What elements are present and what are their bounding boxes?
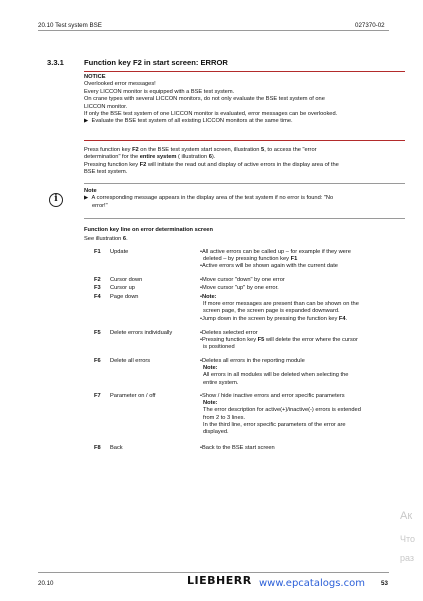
key-label: Page down bbox=[110, 294, 139, 300]
key-label: Parameter on / off bbox=[110, 393, 156, 399]
keyline-heading: Function key line on error determination screen bbox=[84, 227, 213, 233]
key-code: F1 bbox=[94, 249, 101, 255]
arrow-right-icon: ▶ bbox=[84, 118, 89, 125]
key-label: Update bbox=[110, 249, 129, 255]
key-label: Delete errors individually bbox=[110, 330, 173, 336]
key-label: Back bbox=[110, 445, 123, 451]
key-code: F6 bbox=[94, 358, 101, 364]
key-description: •Move cursor "down" by one error bbox=[200, 277, 285, 283]
notice-line: If only the BSE test system of one LICCON monitor is evaluated, error messages can be overlooked. bbox=[84, 111, 338, 118]
notice-title: NOTICE bbox=[84, 74, 106, 80]
key-description: •Move cursor "up" by one error. bbox=[200, 285, 279, 291]
side-overlay-text: Ак bbox=[400, 510, 413, 522]
side-overlay-text: Что bbox=[400, 534, 416, 544]
key-label: Cursor up bbox=[110, 285, 135, 291]
header-chapter: 20.10 Test system BSE bbox=[38, 22, 102, 29]
key-description: •Show / hide inactive errors and error specific parameters Note: The error description for active(+)/inactive(-) errors is extended from 2 to 3 lines. In the third line, error specific parameters of the error are displayed. bbox=[200, 393, 361, 436]
note-block: Note ▶ A corresponding message appears in the display area of the test system if no error is found: "No error!" bbox=[84, 188, 406, 210]
footer-rule bbox=[38, 572, 389, 573]
key-description: •Back to the BSE start screen bbox=[200, 445, 275, 451]
footer-chapter: 20.10 bbox=[38, 580, 54, 587]
key-code: F2 bbox=[94, 277, 101, 283]
intro-paragraph: Press function key F2 on the BSE test system start screen, illustration 5, to access the "error determination" for the entire system ( illustration 6). Pressing function key F2 will initiate the read out and display of active errors in the display area of the BSE test system. bbox=[84, 147, 339, 176]
key-code: F8 bbox=[94, 445, 101, 451]
section-title: Function key F2 in start screen: ERROR bbox=[84, 58, 228, 67]
notice-action: ▶ Evaluate the BSE test system of all existing LICCON monitors at the same time. bbox=[84, 118, 293, 125]
page-number: 53 bbox=[381, 580, 388, 587]
notice-line: LICCON monitor. bbox=[84, 103, 128, 110]
key-code: F4 bbox=[94, 294, 101, 300]
notice-line: Overlooked error messages! bbox=[84, 81, 156, 88]
note-title: Note bbox=[84, 188, 97, 194]
notice-line: On crane types with several LICCON monitors, do not only evaluate the BSE test system of one bbox=[84, 96, 325, 103]
notice-top-rule bbox=[84, 71, 405, 72]
watermark-link[interactable]: www.epcatalogs.com bbox=[259, 578, 365, 589]
key-description: •Note: If more error messages are present than can be shown on the screen page, the screen page is expanded downward. •Jump down in the screen by pressing the function key F4. bbox=[200, 294, 359, 322]
info-icon: i bbox=[49, 193, 63, 207]
key-description: •Deletes all errors in the reporting module Note: All errors in all modules will be deleted when selecting the entire system. bbox=[200, 358, 349, 386]
header-doc-number: 027370-02 bbox=[355, 22, 385, 29]
notice-bottom-rule bbox=[84, 140, 405, 141]
key-description: •Deletes selected error •Pressing function key F5 will delete the error where the cursor is positioned bbox=[200, 330, 358, 351]
notice-line: Every LICCON monitor is equipped with a BSE test system. bbox=[84, 88, 235, 95]
section-number: 3.3.1 bbox=[47, 58, 64, 67]
side-overlay-text: раз bbox=[400, 553, 415, 563]
key-code: F7 bbox=[94, 393, 101, 399]
keyline-see-illustration: See illustration 6. bbox=[84, 236, 128, 242]
notice-block bbox=[84, 74, 404, 126]
arrow-right-icon: ▶ bbox=[84, 195, 89, 202]
key-label: Delete all errors bbox=[110, 358, 151, 364]
note-top-rule bbox=[84, 183, 405, 184]
key-code: F5 bbox=[94, 330, 101, 336]
note-bottom-rule bbox=[84, 218, 405, 219]
header-rule bbox=[38, 30, 389, 31]
liebherr-logo: LIEBHERR bbox=[187, 574, 252, 587]
key-description: •All active errors can be called up – for example if they were deleted – by pressing function key F1 •Active errors will be shown again with the current date bbox=[200, 249, 351, 270]
key-label: Cursor down bbox=[110, 277, 143, 283]
key-code: F3 bbox=[94, 285, 101, 291]
